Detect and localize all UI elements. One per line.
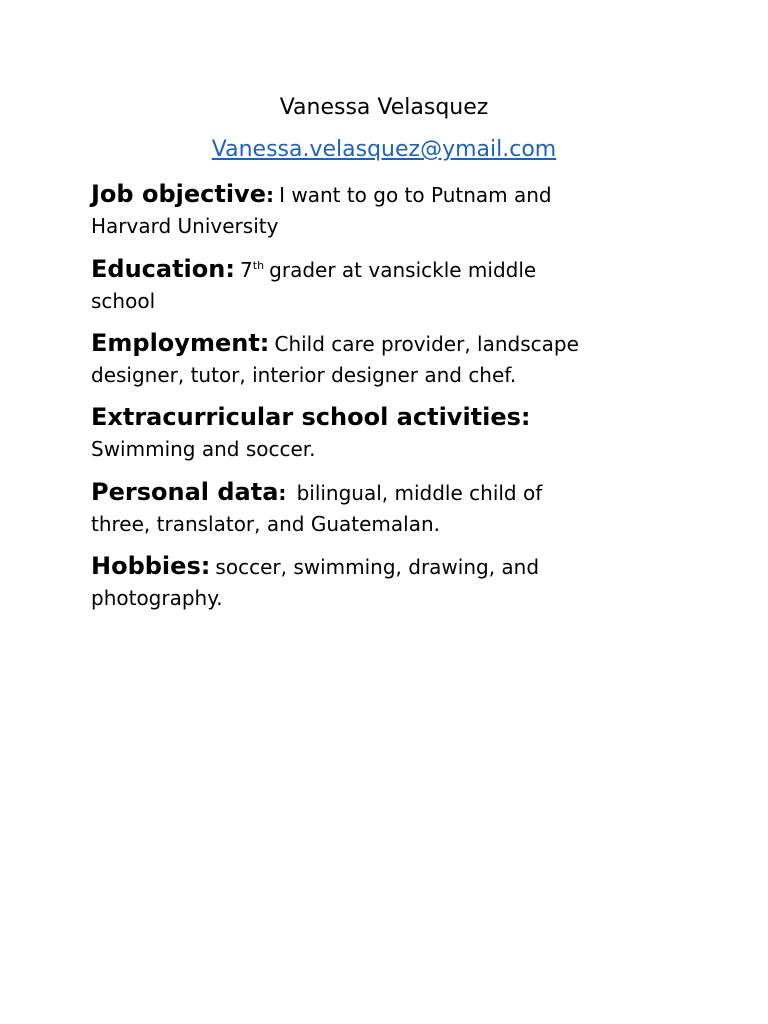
extracurricular-heading: Extracurricular school activities: [91,403,531,431]
extracurricular-section [91,401,691,465]
job-objective-section [91,178,691,242]
employment-text-1: Child care provider, landscape [274,332,579,356]
education-grade-number: 7 [240,258,253,282]
hobbies-section [91,550,691,614]
education-line-1 [91,253,691,285]
hobbies-text-1: soccer, swimming, drawing, and [215,555,540,579]
email-link[interactable]: Vanessa.velasquez@ymail.com [211,137,557,162]
job-objective-text-2: Harvard University [91,214,279,238]
employment-heading: Employment: [91,329,270,357]
personal-data-colon: : [278,481,287,505]
hobbies-text-2: photography. [91,586,223,610]
hobbies-heading: Hobbies: [91,552,211,580]
personal-data-line-1 [91,476,691,508]
job-objective-heading: Job objective [91,180,266,208]
email-line [0,135,768,165]
employment-text-2: designer, tutor, interior designer and chef. [91,363,517,387]
job-objective-colon: : [265,183,274,207]
education-heading: Education: [91,255,235,283]
job-objective-line-1 [91,178,691,210]
education-grade-suffix: th [252,259,265,272]
education-text-2: school [91,289,156,313]
hobbies-line-1 [91,550,691,582]
personal-data-text-1: bilingual, middle child of [296,481,543,505]
education-text-1: grader at vansickle middle [269,258,537,282]
personal-data-section [91,476,691,540]
employment-line-1 [91,327,691,359]
resume-name: Vanessa Velasquez [279,95,489,120]
personal-data-text-2: three, translator, and Guatemalan. [91,512,441,536]
employment-section [91,327,691,391]
personal-data-heading: Personal data [91,478,279,506]
job-objective-text-1: I want to go to Putnam and [279,183,552,207]
education-section [91,253,691,317]
extracurricular-text-1: Swimming and soccer. [91,437,316,461]
